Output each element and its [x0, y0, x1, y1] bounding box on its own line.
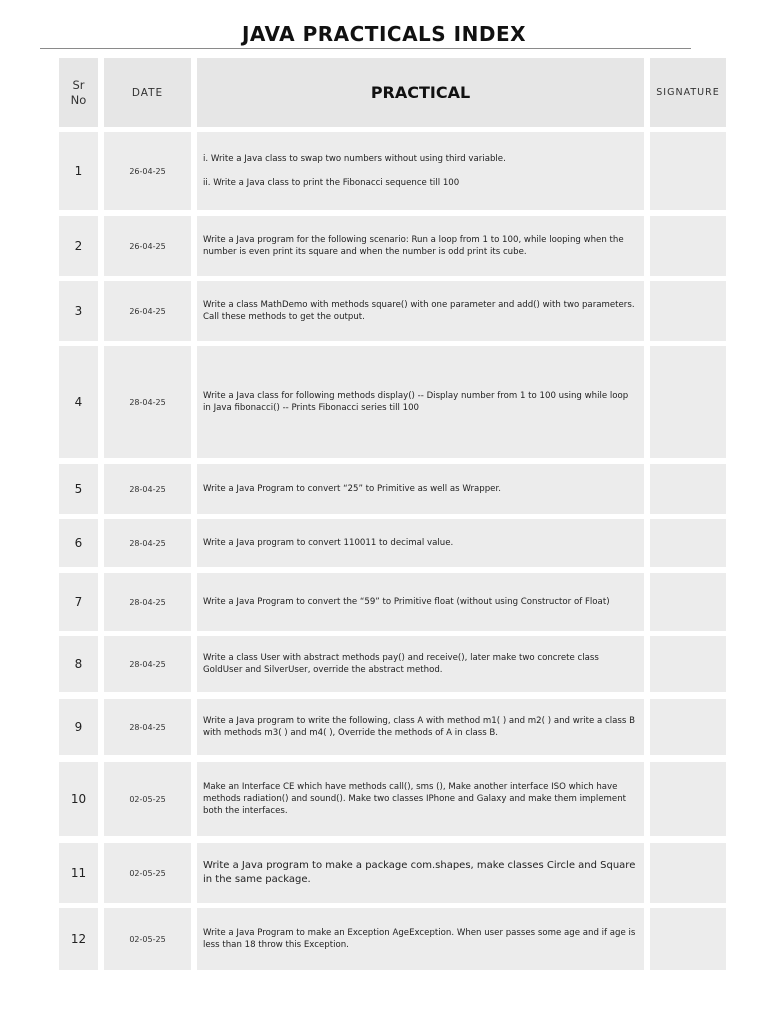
row-date: 26-04-25 — [104, 132, 191, 210]
document-title: JAVA PRACTICALS INDEX — [241, 22, 527, 46]
row-sr-number: 9 — [59, 699, 98, 755]
row-sr-number: 11 — [59, 843, 98, 903]
row-sr-number: 2 — [59, 216, 98, 276]
row-signature-cell — [650, 346, 726, 458]
practical-text: Write a class MathDemo with methods square() with one parameter and add() with two parameters. Call these methods to get the output. — [203, 300, 635, 322]
practical-text: Write a Java program to make a package com.shapes, make classes Circle and Square in the same package. — [203, 860, 636, 885]
row-signature-cell — [650, 464, 726, 514]
row-date: 28-04-25 — [104, 573, 191, 631]
row-practical — [197, 636, 644, 692]
practical-text: Write a Java Program to convert the “59” to Primitive float (without using Constructor of Float) — [203, 597, 610, 607]
row-practical — [197, 843, 644, 903]
header-sr-no-label: Sr No — [70, 77, 87, 107]
row-sr-number: 8 — [59, 636, 98, 692]
row-practical — [197, 519, 644, 567]
row-practical — [197, 762, 644, 836]
row-date: 28-04-25 — [104, 464, 191, 514]
row-practical — [197, 908, 644, 970]
row-practical — [197, 699, 644, 755]
practical-text: ii. Write a Java class to print the Fibonacci sequence till 100 — [203, 178, 460, 188]
header-date: DATE — [104, 58, 191, 127]
row-sr-number: 1 — [59, 132, 98, 210]
row-signature-cell — [650, 281, 726, 341]
header-practical: PRACTICAL — [197, 58, 644, 127]
row-sr-number: 7 — [59, 573, 98, 631]
row-sr-number: 6 — [59, 519, 98, 567]
practical-text: Make an Interface CE which have methods call(), sms (), Make another interface ISO which have methods radiation() and sound(). Make two classes IPhone and Galaxy and make them implement both the interfaces. — [203, 782, 627, 816]
practical-text: Write a Java Program to convert “25” to Primitive as well as Wrapper. — [203, 484, 501, 494]
row-sr-number: 12 — [59, 908, 98, 970]
practical-text: Write a Java class for following methods display() -- Display number from 1 to 100 using while loop in Java fibonacci() -- Prints Fibonacci series till 100 — [203, 391, 629, 413]
row-date: 02-05-25 — [104, 762, 191, 836]
row-signature-cell — [650, 519, 726, 567]
header-sr-no — [59, 58, 98, 127]
row-date: 02-05-25 — [104, 843, 191, 903]
row-date: 28-04-25 — [104, 519, 191, 567]
practical-text: Write a Java program for the following scenario: Run a loop from 1 to 100, while looping when the number is even print its square and when the number is odd print its cube. — [203, 235, 624, 257]
row-date: 26-04-25 — [104, 281, 191, 341]
title-divider — [40, 48, 691, 49]
row-date: 28-04-25 — [104, 636, 191, 692]
row-signature-cell — [650, 699, 726, 755]
practical-text: Write a Java program to write the following, class A with method m1( ) and m2( ) and write a class B with methods m3( ) and m4( ), Override the methods of A in class B. — [203, 716, 636, 738]
row-signature-cell — [650, 132, 726, 210]
row-sr-number: 3 — [59, 281, 98, 341]
row-practical — [197, 132, 644, 210]
row-practical — [197, 216, 644, 276]
row-date: 02-05-25 — [104, 908, 191, 970]
row-signature-cell — [650, 908, 726, 970]
row-signature-cell — [650, 636, 726, 692]
row-practical — [197, 573, 644, 631]
row-practical — [197, 346, 644, 458]
practicals-table — [59, 58, 727, 970]
row-signature-cell — [650, 762, 726, 836]
header-signature: SIGNATURE — [650, 58, 726, 127]
practical-text: Write a Java program to convert 110011 to decimal value. — [203, 538, 454, 548]
row-signature-cell — [650, 573, 726, 631]
practical-text: Write a class User with abstract methods pay() and receive(), later make two concrete class GoldUser and SilverUser, override the abstract method. — [203, 653, 599, 675]
row-signature-cell — [650, 843, 726, 903]
row-date: 28-04-25 — [104, 699, 191, 755]
row-sr-number: 4 — [59, 346, 98, 458]
practical-text: Write a Java Program to make an Exception AgeException. When user passes some age and if age is less than 18 throw this Exception. — [203, 928, 636, 950]
row-signature-cell — [650, 216, 726, 276]
row-practical — [197, 464, 644, 514]
row-practical — [197, 281, 644, 341]
practical-text: i. Write a Java class to swap two numbers without using third variable. — [203, 154, 506, 164]
row-sr-number: 10 — [59, 762, 98, 836]
row-date: 26-04-25 — [104, 216, 191, 276]
row-date: 28-04-25 — [104, 346, 191, 458]
row-sr-number: 5 — [59, 464, 98, 514]
